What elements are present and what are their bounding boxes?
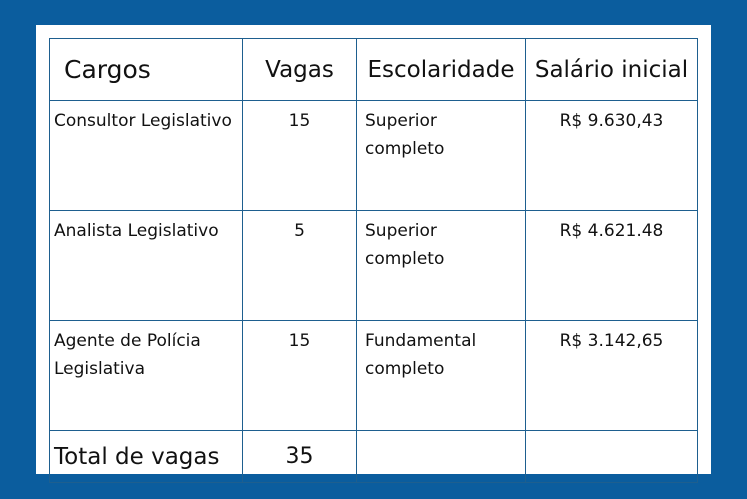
empty-cell — [357, 431, 526, 483]
cell-escolaridade-line2: completo — [365, 249, 445, 269]
table-row — [50, 321, 698, 431]
header-salario: Salário inicial — [526, 39, 698, 101]
table-row — [50, 101, 698, 211]
total-row — [50, 431, 698, 483]
header-cargos: Cargos — [50, 39, 243, 101]
cell-escolaridade-line1: Superior — [365, 111, 437, 131]
header-escolaridade: Escolaridade — [357, 39, 526, 101]
cell-escolaridade-line1: Fundamental — [365, 331, 477, 351]
cell-escolaridade — [357, 211, 526, 321]
cell-vagas: 5 — [243, 211, 357, 321]
vacancies-table — [49, 38, 698, 483]
cell-escolaridade-line1: Superior — [365, 221, 437, 241]
cell-salario: R$ 3.142,65 — [526, 321, 698, 431]
cell-cargo — [50, 321, 243, 431]
header-vagas: Vagas — [243, 39, 357, 101]
cell-salario: R$ 4.621.48 — [526, 211, 698, 321]
table-card — [36, 25, 711, 474]
cell-vagas: 15 — [243, 101, 357, 211]
cell-cargo: Consultor Legislativo — [50, 101, 243, 211]
total-label: Total de vagas — [50, 431, 243, 483]
empty-cell — [526, 431, 698, 483]
cell-cargo: Analista Legislativo — [50, 211, 243, 321]
cell-escolaridade — [357, 321, 526, 431]
header-row — [50, 39, 698, 101]
cell-escolaridade-line2: completo — [365, 139, 445, 159]
cell-escolaridade — [357, 101, 526, 211]
total-value: 35 — [243, 431, 357, 483]
cell-cargo-line2: Legislativa — [54, 359, 146, 379]
cell-vagas: 15 — [243, 321, 357, 431]
cell-salario: R$ 9.630,43 — [526, 101, 698, 211]
cell-escolaridade-line2: completo — [365, 359, 445, 379]
cell-cargo-line1: Agente de Polícia — [54, 331, 201, 351]
table-row — [50, 211, 698, 321]
